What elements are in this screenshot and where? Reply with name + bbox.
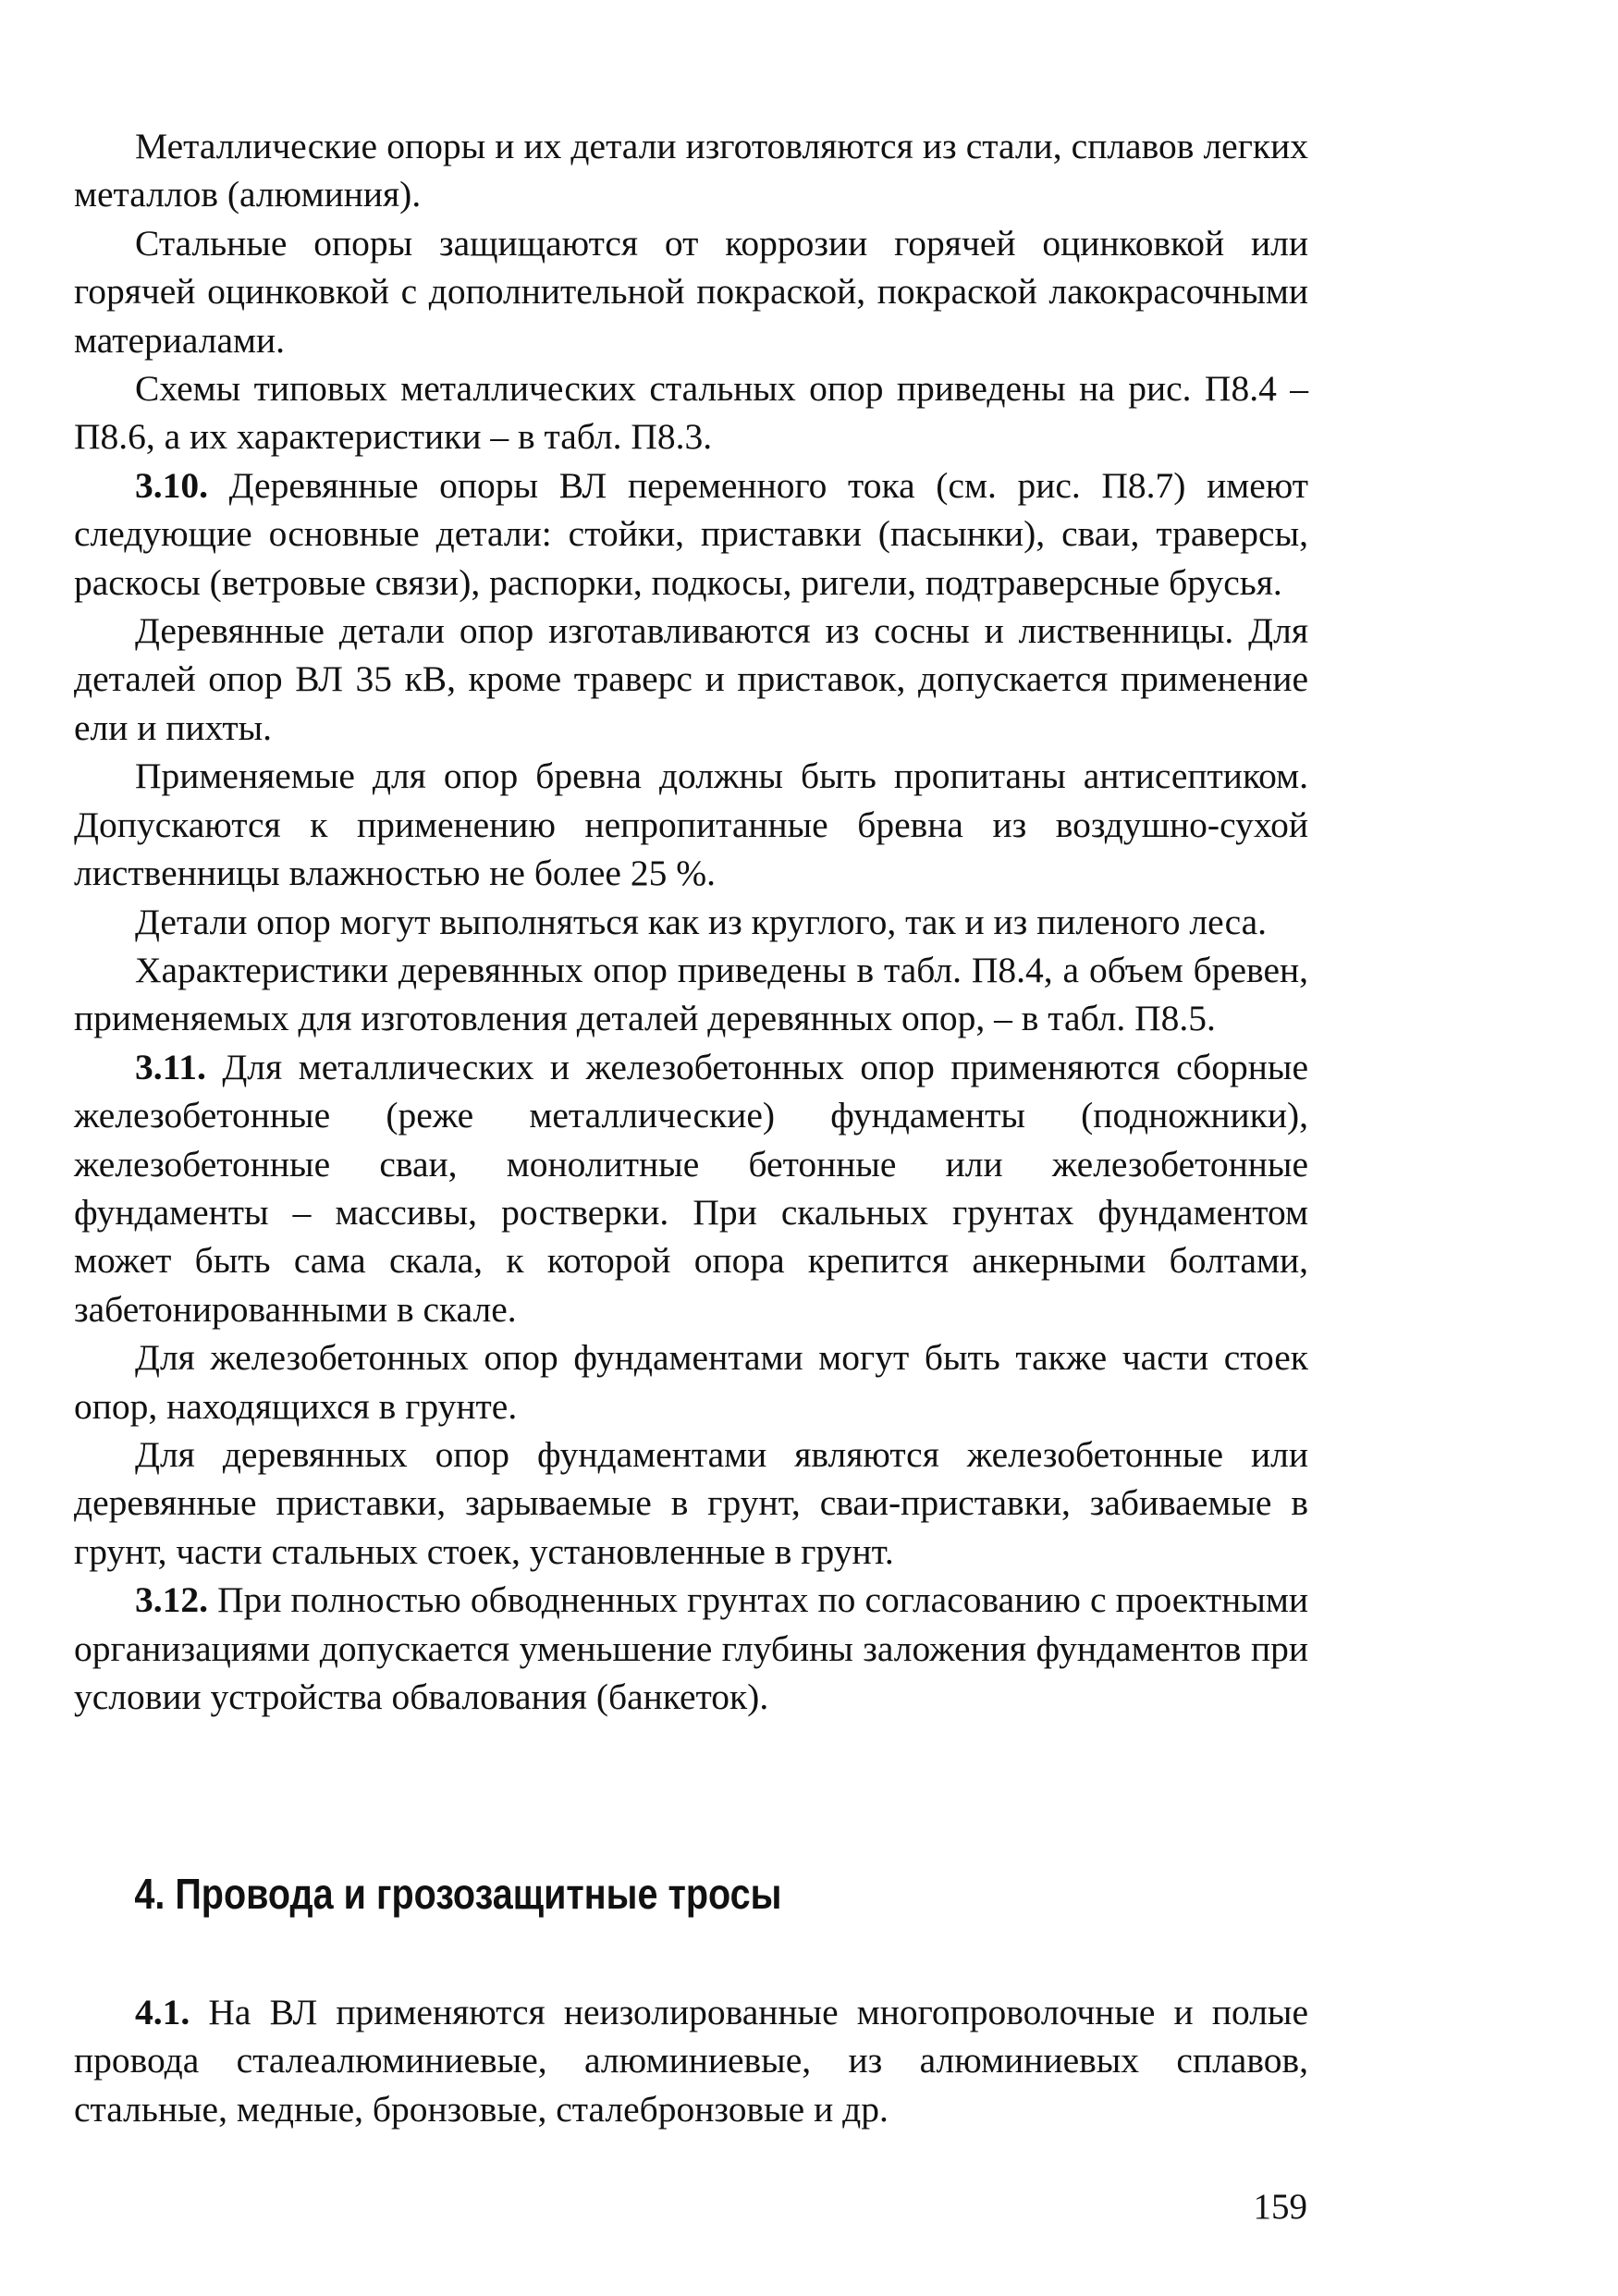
paragraph-wood-materials: Деревянные детали опор изготавливаются из сосны и лиственницы. Для деталей опор ВЛ 35 кВ, кроме траверс и приставок, допускается применение ели и пихты. xyxy=(74,610,1308,748)
paragraph-steel-schemes: Схемы типовых металлических стальных опор приведены на рис. П8.4 – П8.6, а их характеристики – в табл. П8.3. xyxy=(74,368,1308,458)
body-text xyxy=(74,122,1308,1721)
paragraph-3-11: 3.11. Для металлических и железобетонных опор применяются сборные железобетонные (реже металлические) фундаменты (подножники), железобетонные сваи, монолитные бетонные или железобетонные фундаменты – массивы, ростверки. При скальных грунтах фундаментом может быть сама скала, к которой опора крепится анкерными болтами, забетонированными в скале. xyxy=(74,1046,1308,1330)
paragraph-antiseptic: Применяемые для опор бревна должны быть пропитаны антисептиком. Допускаются к применению непропитанные бревна из воздушно-сухой лиственницы влажностью не более 25 %. xyxy=(74,755,1308,894)
paragraph-wood-characteristics: Характеристики деревянных опор приведены в табл. П8.4, а объем бревен, применяемых для изготовления деталей деревянных опор, – в табл. П8.5. xyxy=(74,949,1308,1039)
section-heading: 4. Провода и грозозащитные тросы xyxy=(134,1870,782,1918)
page-number: 159 xyxy=(1253,2187,1307,2227)
clause-number: 3.11. xyxy=(135,1046,206,1087)
paragraph-wood-foundations: Для деревянных опор фундаментами являются железобетонные или деревянные приставки, зарываемые в грунт, сваи-приставки, забиваемые в грунт, части стальных стоек, установленные в грунт. xyxy=(74,1433,1308,1572)
paragraph-4-1: 4.1. На ВЛ применяются неизолированные многопроволочные и полые провода сталеалюминиевые, алюминиевые, из алюминиевых сплавов, стальные, медные, бронзовые, сталебронзовые и др. xyxy=(74,1992,1308,2130)
section-body xyxy=(74,1988,1308,2133)
clause-number: 3.12. xyxy=(135,1579,208,1621)
paragraph-3-10: 3.10. Деревянные опоры ВЛ переменного тока (см. рис. П8.7) имеют следующие основные детали: стойки, приставки (пасынки), сваи, траверсы, раскосы (ветровые связи), распорки, подкосы, ригели, подтраверсные брусья. xyxy=(74,464,1308,603)
paragraph-timber-type: Детали опор могут выполняться как из круглого, так и из пиленого леса. xyxy=(135,901,1268,942)
paragraph-steel-protection: Стальные опоры защищаются от коррозии горячей оцинковкой или горячей оцинковкой с дополнительной покраской, покраской лакокрасочными материалами. xyxy=(74,222,1308,361)
clause-number: 4.1. xyxy=(135,1992,190,2032)
clause-number: 3.10. xyxy=(135,464,208,506)
paragraph-metal-supports: Металлические опоры и их детали изготовляются из стали, сплавов легких металлов (алюминия). xyxy=(74,126,1308,215)
paragraph-concrete-foundations: Для железобетонных опор фундаментами могут быть также части стоек опор, находящихся в грунте. xyxy=(74,1337,1308,1427)
paragraph-3-12: 3.12. При полностью обводненных грунтах по согласованию с проектными организациями допускается уменьшение глубины заложения фундаментов при условии устройства обвалования (банкеток). xyxy=(74,1579,1308,1717)
